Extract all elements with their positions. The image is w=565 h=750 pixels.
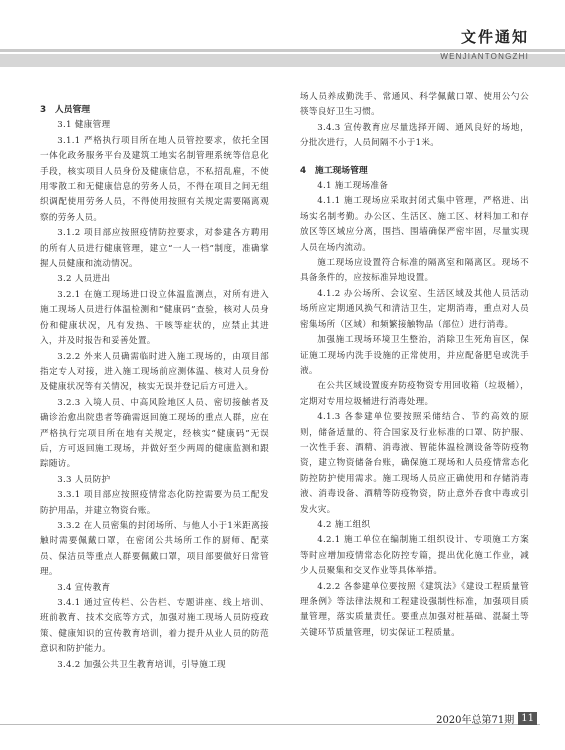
paragraph: 3.2.1 在施工现场进口设立体温监测点，对所有进入施工现场人员进行体温检测和“健康码”查验，核对人员身份和健康状况，凡有发热、干咳等症状的，应禁止其进入，并及时报告和妥善处置。	[40, 289, 269, 347]
left-column	[40, 103, 269, 673]
footer	[436, 711, 537, 726]
paragraph: 4.1.1 施工现场应采取封闭式集中管理，严格进、出场实名制考勤。办公区、生活区、施工区、材料加工和存放区等区域应分离，围挡、围墙确保严密牢固，尽量实现人员在场内流动。	[300, 196, 529, 253]
paragraph: 4.2.2 各参建单位要按照《建筑法》《建设工程质量管理条例》等法律法规和工程建设强制性标准，加强项目质量管理，落实质量责任。要重点加强对桩基础、混凝土等关键环节质量管理，切实保证工程质量。	[300, 581, 529, 638]
subsection-heading: 3.2 人员进出	[57, 274, 111, 285]
subsection-heading: 4.2 施工组织	[317, 519, 371, 530]
paragraph: 3.4.2 加强公共卫生教育培训，引导施工现	[57, 659, 226, 670]
section-heading: 3 人员管理	[40, 105, 91, 115]
paragraph: 3.4.1 通过宣传栏、公告栏、专题讲座、线上培训、班前教育、技术交底等方式，加强对施工现场人员防疫政策、健康知识的宣传教育培训，着力提升从业人员的防范意识和防护能力。	[40, 598, 269, 655]
section-heading: 4 施工现场管理	[300, 165, 368, 176]
paragraph: 在公共区域设置废弃防疫物资专用回收箱（垃圾桶），定期对专用垃圾桶进行消毒处理。	[300, 381, 529, 407]
paragraph: 4.2.1 施工单位在编制施工组织设计、专项施工方案等时应增加疫情常态化防控专篇，提出优化施工作业，减少人员聚集和交叉作业等具体举措。	[300, 535, 529, 577]
paragraph: 3.4.3 宣传教育应尽量选择开阔、通风良好的场地，分批次进行，人员间隔不小于1米。	[300, 122, 529, 149]
section-gap	[300, 152, 529, 164]
paragraph: 场人员养成勤洗手、常通风、科学佩戴口罩、使用公勺公筷等良好卫生习惯。	[300, 92, 529, 118]
page-number: 11	[518, 712, 537, 725]
subsection-heading: 3.4 宣传教育	[57, 582, 111, 593]
paragraph: 3.2.3 入境人员、中高风险地区人员、密切接触者及确诊治愈出院患者等确需返回施工现场的重点人群，应在严格执行完项目所在地有关规定，经核实“健康码”无误后，方可返回施工现场，并做好至少两周的健康监测和跟踪随访。	[40, 397, 269, 470]
paragraph: 施工现场应设置符合标准的隔离室和隔离区。现场不具备条件的，应按标准异地设置。	[300, 258, 529, 284]
subsection-heading: 4.1 施工现场准备	[317, 181, 389, 192]
subsection-heading: 3.1 健康管理	[57, 120, 111, 131]
paragraph: 3.2.2 外来人员确需临时进入施工现场的，由项目部指定专人对接，进入施工现场前应测体温、核对人员身份及健康状况等有关情况，核实无误并登记后方可进入。	[40, 351, 269, 393]
paragraph: 加强施工现场环境卫生整治，消除卫生死角盲区，保证施工现场内洗手设施的正常使用，并应配备肥皂或洗手液。	[300, 335, 529, 376]
paragraph: 3.1.2 项目部应按照疫情防控要求，对参建各方聘用的所有人员进行健康管理，建立“一人一档”制度，准确掌握人员健康和流动情况。	[40, 228, 269, 270]
paragraph: 4.1.3 各参建单位要按照采储结合、节约高效的原则，储备适量的、符合国家及行业标准的口罩、防护服、一次性手套、酒精、消毒液、智能体温检测设备等防疫物资，建立物资储备台账，确保施工现场和人员疫情常态化防控防护使用需求。施工现场人员应正确使用和存储消毒液、消毒设备、酒精等防疫物资，防止意外吞食中毒或引发火灾。	[300, 412, 529, 515]
header-title: 文件通知	[460, 28, 529, 46]
right-column	[300, 90, 529, 641]
paragraph: 4.1.2 办公场所、会议室、生活区域及其他人员活动场所应定期通风换气和清洁卫生，定期消毒，重点对人员密集场所（区域）和频繁接触物品（部位）进行消毒。	[300, 288, 529, 330]
header-subtitle: WENJIANTONGZHI	[440, 52, 529, 61]
subsection-heading: 3.3 人员防护	[57, 474, 111, 485]
paragraph: 3.3.1 项目部应按照疫情常态化防控需要为员工配发防护用品，并建立物资台账。	[40, 490, 269, 516]
paragraph: 3.3.2 在人员密集的封闭场所、与他人小于1米距离接触时需要佩戴口罩，在密闭公共场所工作的厨师、配菜员、保洁员等重点人群要佩戴口罩，项目部要做好日常管理。	[40, 520, 269, 578]
issue-label: 2020年总第71期	[436, 715, 515, 726]
paragraph: 3.1.1 严格执行项目所在地人员管控要求，依托全国一体化政务服务平台及建筑工地实名制管理系统等信息化手段，核实项目人员身份及健康信息，不私招乱雇，不使用零散工和无健康信息的劳务人员，不得在项目之间无组织调配使用劳务人员，不得使用按照有关规定需要隔离观察的劳务人员。	[40, 135, 269, 223]
